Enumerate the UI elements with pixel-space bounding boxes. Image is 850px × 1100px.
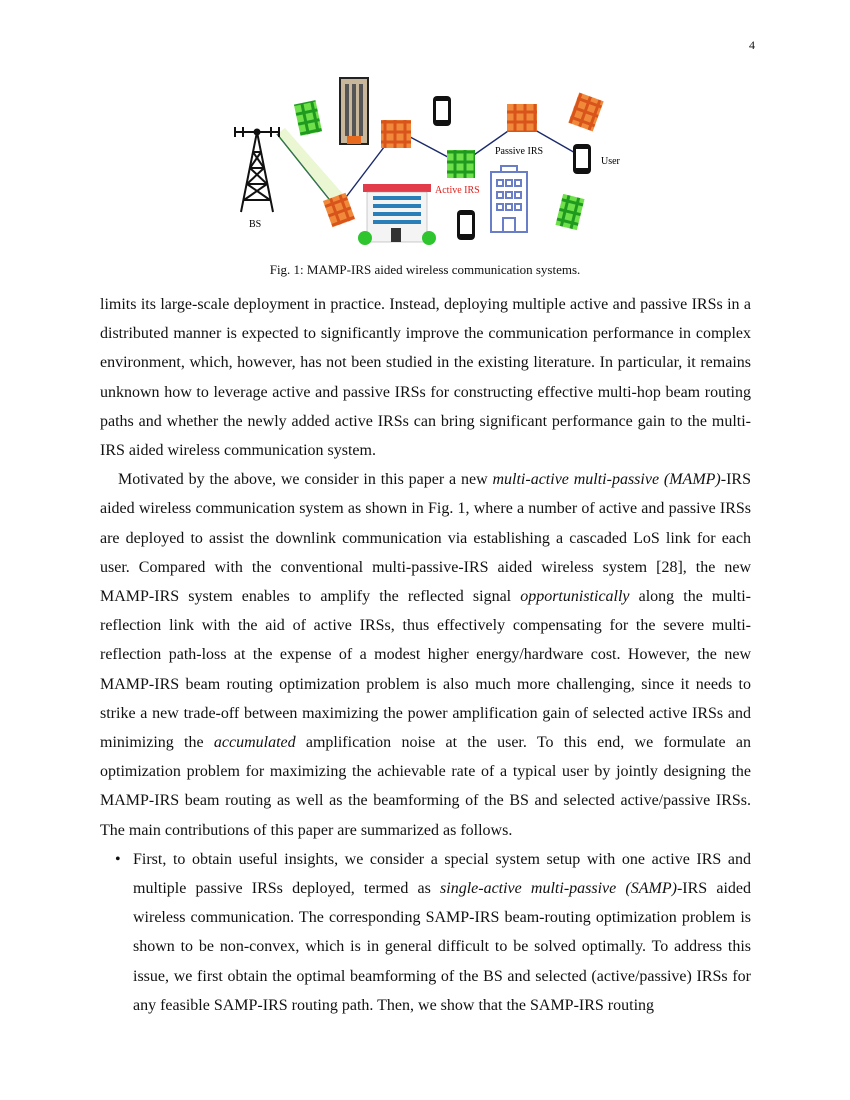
emphasis-opportunistically: opportunistically [520, 588, 630, 606]
active-irs-label: Active IRS [435, 185, 480, 196]
passive-irs-icon-2 [507, 104, 537, 132]
list-item [100, 845, 751, 1020]
figure-caption: Fig. 1: MAMP-IRS aided wireless communication systems. [269, 262, 581, 277]
blue-building-icon [491, 166, 527, 232]
user-phone-icon [573, 144, 591, 174]
passive-irs-icon-1 [381, 120, 411, 148]
paragraph-1: limits its large-scale deployment in practice. Instead, deploying multiple active and passive IRSs in a distributed manner is expected to significantly improve the communication performance in complex environment, which, however, has not been studied in the existing literature. In particular, it remains unknown how to leverage active and passive IRSs for constructing effective multi-hop beam routing paths and whether the newly added active IRSs can bring significant performance gain to the multi-IRS aided wireless communication system. [100, 296, 751, 460]
contributions-list [100, 845, 751, 1020]
page-number: 4 [749, 38, 755, 52]
passive-irs-label: Passive IRS [495, 146, 544, 157]
body-text [100, 290, 751, 1020]
bullet-icon: • [115, 850, 121, 868]
mamp-irs-diagram [225, 72, 625, 252]
phone-icon-top [433, 96, 451, 126]
bs-link [277, 134, 337, 209]
text-span: -IRS aided wireless communication system as shown in Fig. 1, where a number of active and passive IRSs are deployed to assist the downlink communication via establishing a cascaded LoS link for each user. Compared with the conventional multi-passive-IRS aided wireless system [28], the new MAMP-IRS system enables to amplify the reflected signal [100, 471, 751, 606]
paragraph-2 [100, 465, 751, 845]
green-irs-icon [294, 100, 322, 136]
bs-label: BS [249, 219, 262, 230]
text-span: amplification noise at the user. To this end, we formulate an optimization problem for maximizing the achievable rate of a typical user by jointly designing the MAMP-IRS beam routing as well as the beamforming of the BS and selected active/passive IRSs. The main contributions of this paper are summarized as follows. [100, 734, 752, 839]
emphasis-mamp: multi-active multi-passive (MAMP) [492, 471, 721, 489]
emphasis-accumulated: accumulated [213, 734, 296, 752]
text-span: First, to obtain useful insights, we consider a special system setup with one active IRS and multiple passive IRSs deployed, termed as [133, 850, 751, 898]
green-irs-icon-mid [447, 150, 475, 178]
text-span: Motivated by the above, we consider in this paper a new [118, 471, 493, 489]
user-label: User [601, 156, 620, 167]
green-irs-icon-br [555, 194, 584, 230]
tall-building-icon [340, 78, 368, 144]
building-icon [358, 184, 436, 245]
system-figure [225, 72, 625, 252]
beam-cone [277, 128, 343, 202]
text-span: along the multi-reflection link with the aid of active IRSs, thus effectively compensating for the severe multi-reflection path-loss at the expense of a modest higher energy/hardware cost. However, the new MAMP-IRS beam routing optimization problem is also much more challenging, since it needs to strike a new trade-off between maximizing the power amplification gain of selected active IRSs and minimizing the [100, 588, 752, 752]
emphasis-samp: single-active multi-passive (SAMP) [440, 880, 677, 898]
passive-irs-icon-3 [568, 93, 603, 132]
phone-icon-bottom [457, 210, 475, 240]
bs-tower-icon [235, 127, 279, 212]
text-span: -IRS aided wireless communication. The corresponding SAMP-IRS beam-routing optimization problem is shown to be non-convex, which is in general difficult to be solved optimally. To address this issue, we first obtain the optimal beamforming of the BS and selected (active/passive) IRSs for any feasible SAMP-IRS routing path. Then, we show that the SAMP-IRS routing [133, 880, 752, 1014]
